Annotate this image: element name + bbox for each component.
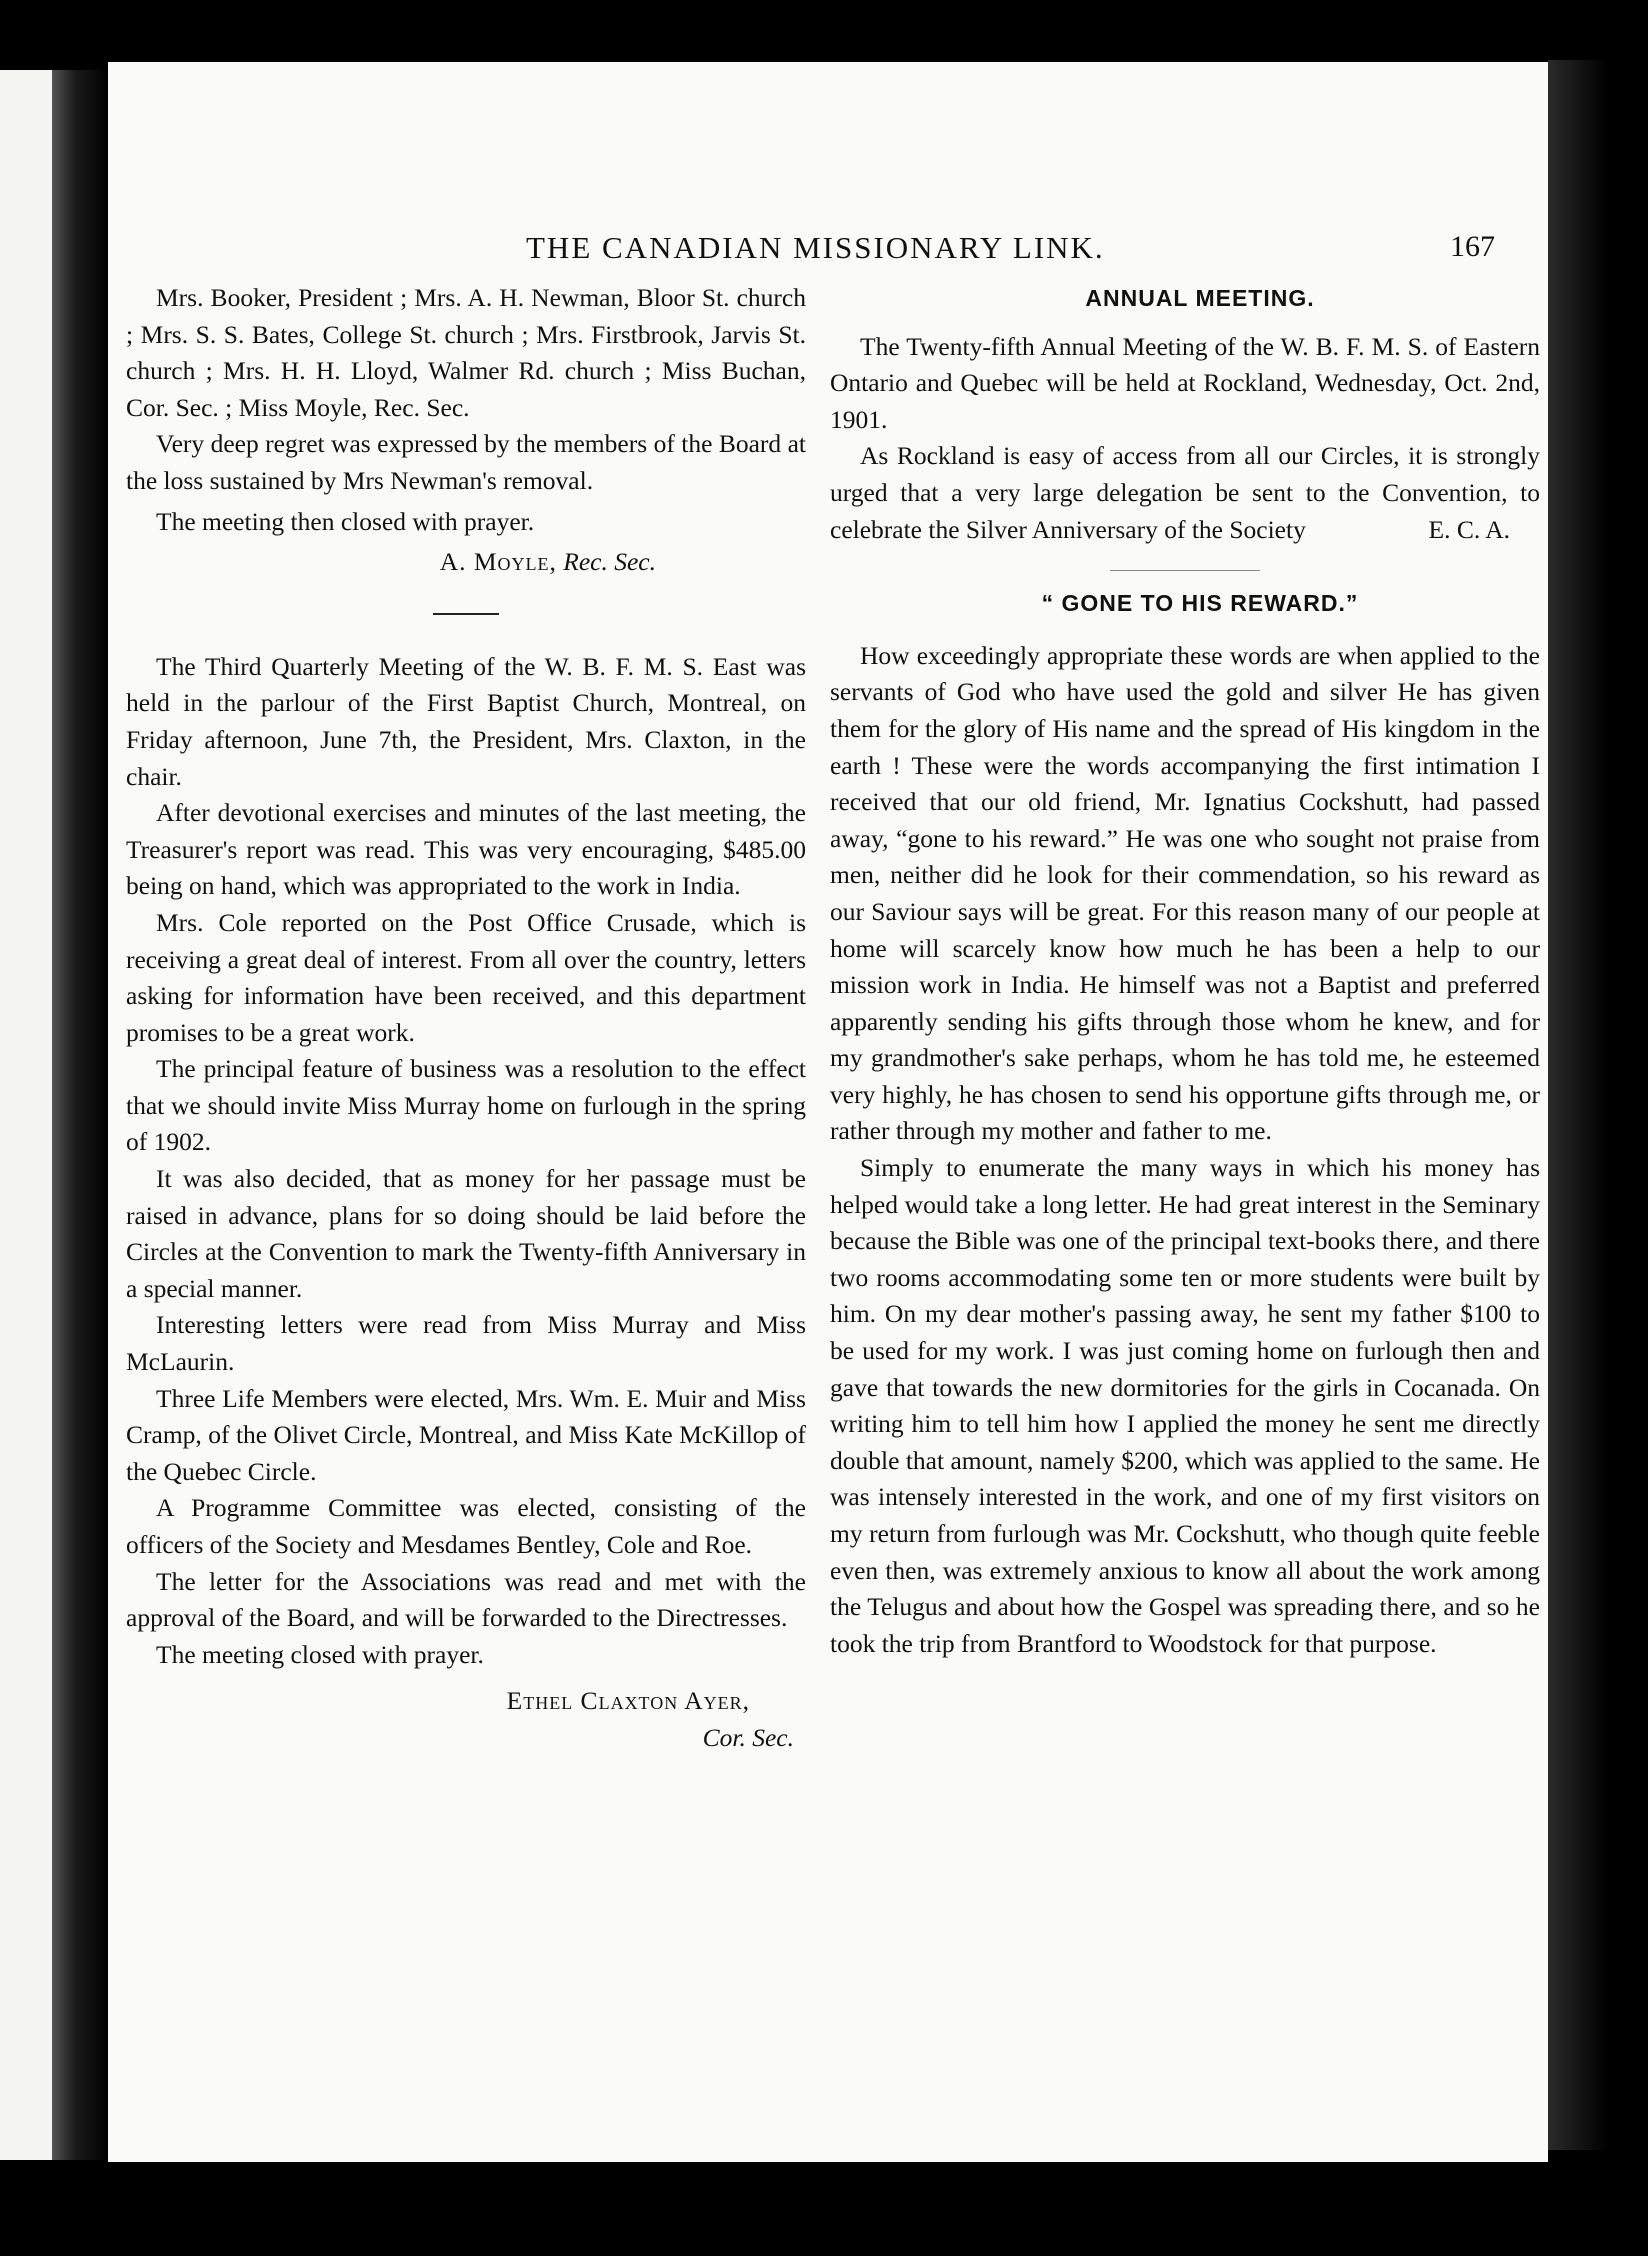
paragraph: The meeting then closed with prayer.	[156, 506, 535, 536]
paragraph: Three Life Members were elected, Mrs. Wm. E. Muir and Miss Cramp, of the Olivet Circle, Montreal, and Miss Kate McKillop of the Quebec Circle.	[126, 1383, 806, 1486]
paragraph: The letter for the Associations was read and met with the approval of the Board, and will be forwarded to the Directresses.	[126, 1566, 806, 1633]
signature-name: Ethel Claxton Ayer,	[506, 1686, 750, 1716]
signature-title: Cor. Sec.	[702, 1722, 794, 1752]
scanned-page	[108, 62, 1548, 2162]
signature-name: A. Moyle,	[439, 547, 557, 577]
paragraph: How exceedingly appropriate these words are when applied to the servants of God who have used the gold and silver He has given them for the glory of His name and the spread of His kingdom in the earth ! These were the words accompanying the first intimation I received that our old friend, Mr. Ignatius Cockshutt, had passed away, “gone to his reward.” He was one who sought not praise from men, neither did he look for their commendation, so his reward as our Saviour says will be great. For this reason many of our people at home will scarcely know how much he has been a help to our mission work in India. He himself was not a Baptist and preferred apparently sending his gifts through those whom he knew, and for my grandmother's sake perhaps, whom he has told me, he esteemed very highly, he has chosen to send his opportune gifts through me, or rather through my mother and father to me.	[830, 640, 1540, 1146]
paragraph: Mrs. Cole reported on the Post Office Crusade, which is receiving a great deal of interest. From all over the country, letters asking for information have been received, and this department promises to be a great work.	[126, 907, 806, 1047]
left-column	[126, 280, 806, 1757]
paragraph: Simply to enumerate the many ways in which his money has helped would take a long letter. He had great interest in the Seminary because the Bible was one of the principal text-books there, and there two rooms accommodating some ten or more students were built by him. On my dear mother's passing away, he sent my father $100 to be used for my work. I was just coming home on furlough then and gave that towards the new dormitories for the girls in Cocanada. On writing him to tell him how I applied the money he sent me directly double that amount, namely $200, which was applied to the same. He was intensely interested in the work, and one of my first visitors on my return from furlough was Mr. Cockshutt, who though quite feeble even then, was extremely anxious to know all about the work among the Telugus and about how the Gospel was spreading there, and so he took the trip from Brantford to Woodstock for that purpose.	[830, 1153, 1540, 1658]
book-spine	[0, 70, 110, 2160]
page-number: 167	[1450, 230, 1495, 263]
right-column	[830, 280, 1540, 1662]
running-title: THE CANADIAN MISSIONARY LINK.	[526, 230, 1105, 265]
paragraph: It was also decided, that as money for her passage must be raised in advance, plans for so doing should be laid before the Circles at the Convention to mark the Twenty-fifth Anniversary in a special manner.	[126, 1164, 806, 1303]
paragraph: The Twenty-fifth Annual Meeting of the W. B. F. M. S. of Eastern Ontario and Quebec will be held at Rockland, Wednesday, Oct. 2nd, 1901.	[830, 331, 1540, 434]
section-heading: “ GONE TO HIS REWARD.”	[1041, 590, 1359, 617]
paragraph: After devotional exercises and minutes of the last meeting, the Treasurer's report was read. This was very encouraging, $485.00 being on hand, which was appropriated to the work in India.	[126, 798, 806, 901]
section-heading: ANNUAL MEETING.	[1085, 285, 1315, 311]
signature-title: Rec. Sec.	[563, 547, 656, 577]
paragraph: Very deep regret was expressed by the members of the Board at the loss sustained by Mrs Newman's removal.	[126, 429, 806, 495]
paragraph: Mrs. Booker, President ; Mrs. A. H. Newman, Bloor St. church ; Mrs. S. S. Bates, College St. church ; Mrs. Firstbrook, Jarvis St. church ; Mrs. H. H. Lloyd, Walmer Rd. church ; Miss Buchan, Cor. Sec. ; Miss Moyle, Rec. Sec.	[126, 283, 806, 422]
paragraph: The meeting closed with prayer.	[156, 1639, 484, 1669]
paragraph: As Rockland is easy of access from all our Circles, it is strongly urged that a very large delegation be sent to the Convention, to celebrate the Silver Anniversary of the Society E. C. A.	[830, 438, 1540, 548]
paragraph: Interesting letters were read from Miss Murray and Miss McLaurin.	[126, 1310, 806, 1377]
signature	[126, 544, 806, 581]
page-header	[108, 230, 1548, 280]
paragraph: The principal feature of business was a resolution to the effect that we should invite Miss Murray home on furlough in the spring of 1902.	[126, 1054, 806, 1157]
book-edge	[1548, 60, 1608, 2150]
initials: E. C. A.	[1428, 514, 1510, 544]
paragraph: A Programme Committee was elected, consisting of the officers of the Society and Mesdames Bentley, Cole and Roe.	[126, 1493, 806, 1559]
paragraph: The Third Quarterly Meeting of the W. B. F. M. S. East was held in the parlour of the First Baptist Church, Montreal, on Friday afternoon, June 7th, the President, Mrs. Claxton, in the chair.	[126, 651, 806, 791]
